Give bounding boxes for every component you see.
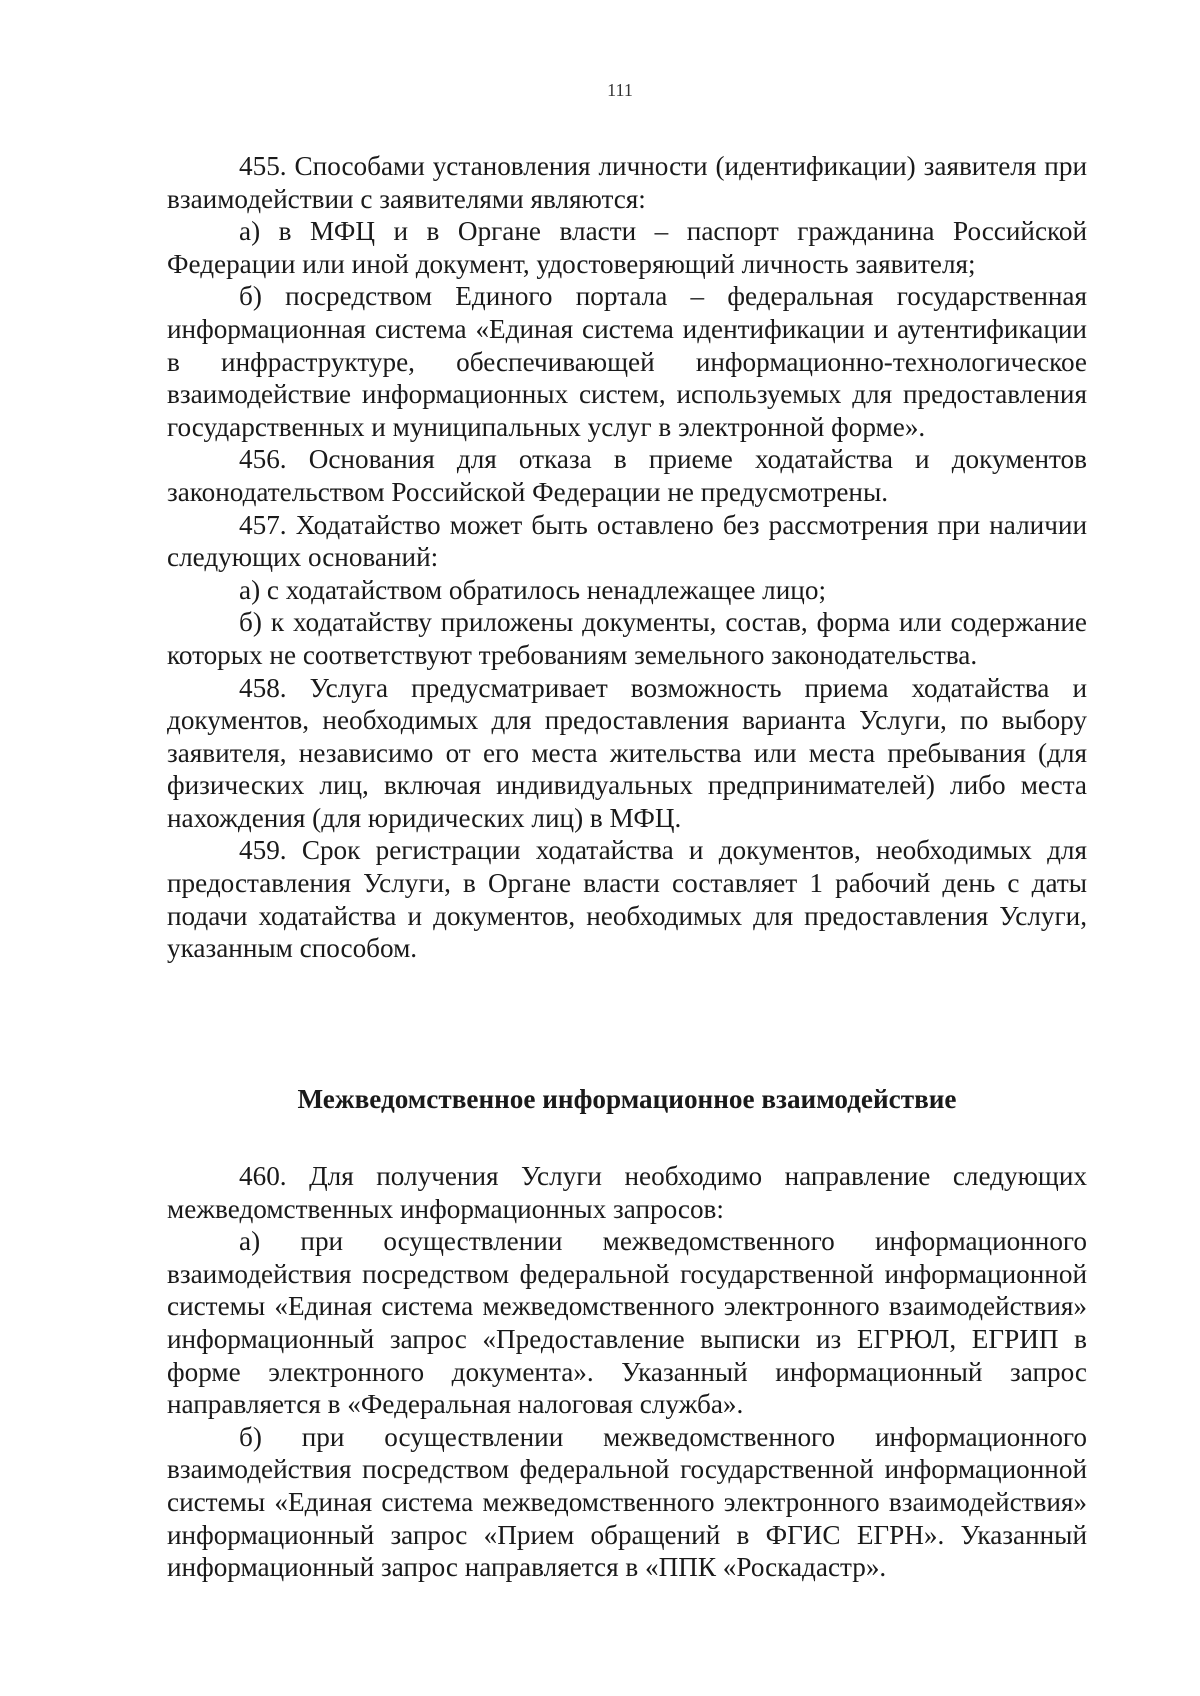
- page-number: 111: [607, 80, 633, 100]
- paragraph-456: 456. Основания для отказа в приеме ходатайства и документов законодательством Российской Федерации не предусмотрены.: [167, 444, 1087, 507]
- body-text-top: [167, 150, 1087, 965]
- paragraph-455: 455. Способами установления личности (идентификации) заявителя при взаимодействии с заявителями являются:: [167, 151, 1087, 214]
- paragraph-457-a: а) с ходатайством обратилось ненадлежащее лицо;: [239, 574, 826, 605]
- paragraph-460-b: б) при осуществлении межведомственного информационного взаимодействия посредством федеральной государственной информационной системы «Единая система межведомственного электронного взаимодействия» информационный запрос «Прием обращений в ФГИС ЕГРН». Указанный информационный запрос направляется в «ППК «Роскадастр».: [167, 1421, 1087, 1583]
- paragraph-460-a: а) при осуществлении межведомственного информационного взаимодействия посредством федеральной государственной информационной системы «Единая система межведомственного электронного взаимодействия» информационный запрос «Предоставление выписки из ЕГРЮЛ, ЕГРИП в форме электронного документа». Указанный информационный запрос направляется в «Федеральная налоговая служба».: [167, 1226, 1087, 1420]
- body-text-bottom: [167, 1160, 1087, 1584]
- paragraph-455-a: а) в МФЦ и в Органе власти – паспорт гражданина Российской Федерации или иной документ, удостоверяющий личность заявителя;: [167, 216, 1087, 279]
- paragraph-458: 458. Услуга предусматривает возможность приема ходатайства и документов, необходимых для предоставления варианта Услуги, по выбору заявителя, независимо от его места жительства или места пребывания (для физических лиц, включая индивидуальных предпринимателей) либо места нахождения (для юридических лиц) в МФЦ.: [167, 672, 1087, 833]
- paragraph-455-b: б) посредством Единого портала – федеральная государственная информационная система «Единая система идентификации и аутентификации в инфраструктуре, обеспечивающей информационно-технологическое взаимодействие информационных систем, используемых для предоставления государственных и муниципальных услуг в электронной форме».: [167, 281, 1087, 442]
- paragraph-459: 459. Срок регистрации ходатайства и документов, необходимых для предоставления Услуги, в Органе власти составляет 1 рабочий день с даты подачи ходатайства и документов, необходимых для предоставления Услуги, указанным способом.: [167, 835, 1087, 964]
- paragraph-457: 457. Ходатайство может быть оставлено без рассмотрения при наличии следующих оснований:: [167, 509, 1087, 573]
- paragraph-460: 460. Для получения Услуги необходимо направление следующих межведомственных информационных запросов:: [167, 1161, 1087, 1224]
- section-heading: Межведомственное информационное взаимодействие: [297, 1084, 957, 1114]
- paragraph-457-b: б) к ходатайству приложены документы, состав, форма или содержание которых не соответствуют требованиям земельного законодательства.: [167, 607, 1087, 670]
